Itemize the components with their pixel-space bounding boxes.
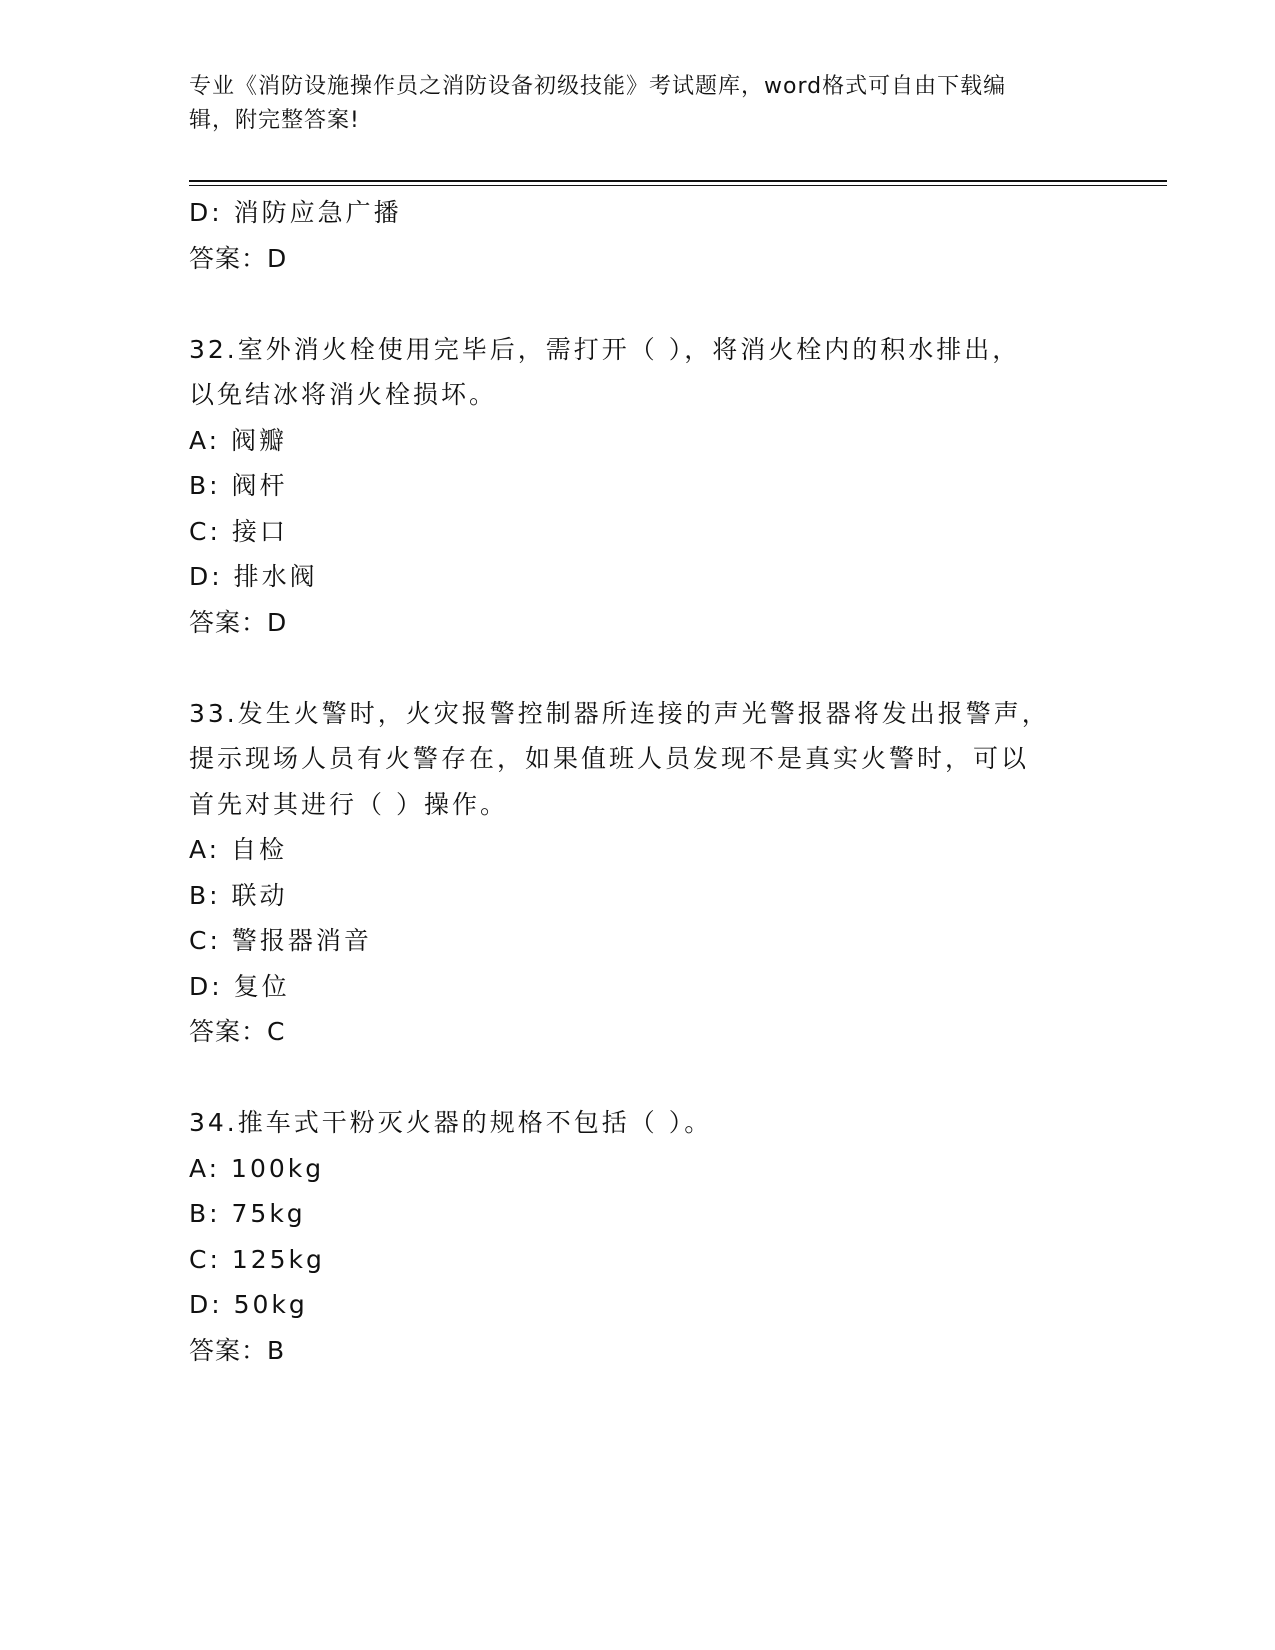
question-stem-line: 首先对其进行（ ）操作。 — [189, 789, 508, 819]
option-d: D: 消防应急广播 — [189, 198, 402, 227]
question-stem-line: 34.推车式干粉灭火器的规格不包括（ ）。 — [189, 1108, 713, 1137]
question-33 — [189, 691, 1089, 1055]
header-divider-thin — [189, 185, 1167, 186]
option-c: C: 125kg — [189, 1244, 325, 1274]
spacer — [189, 281, 1089, 327]
question-stem-line: 以免结冰将消火栓损坏。 — [189, 380, 498, 409]
option-a: A: 自检 — [189, 835, 288, 864]
option-c: C: 接口 — [189, 516, 288, 546]
page-header — [189, 70, 1079, 138]
option-b: B: 联动 — [189, 880, 288, 910]
question-34 — [189, 1100, 1089, 1373]
question-stem-line: 提示现场人员有火警存在，如果值班人员发现不是真实火警时，可以 — [189, 744, 1030, 773]
question-32 — [189, 327, 1089, 646]
spacer — [189, 1055, 1089, 1101]
option-d: D: 排水阀 — [189, 562, 318, 591]
answer-line: 答案：D — [189, 607, 288, 637]
answer-line: 答案：C — [189, 1017, 286, 1046]
question-stem-line: 33.发生火警时，火灾报警控制器所连接的声光警报器将发出报警声， — [189, 698, 1050, 728]
option-b: B: 阀杆 — [189, 471, 288, 500]
option-d: D: 复位 — [189, 971, 290, 1001]
header-line-1: 专业《消防设施操作员之消防设备初级技能》考试题库，word格式可自由下载编 — [189, 74, 1007, 99]
question-list — [189, 190, 1089, 1373]
question-stem-line: 32.室外消火栓使用完毕后，需打开（ ），将消火栓内的积水排出， — [189, 334, 1021, 364]
option-a: A: 100kg — [189, 1153, 325, 1183]
header-divider-thick — [189, 180, 1167, 182]
answer-line: 答案：B — [189, 1335, 286, 1365]
option-d: D: 50kg — [189, 1290, 308, 1319]
option-c: C: 警报器消音 — [189, 926, 372, 955]
answer-line: 答案：D — [189, 243, 288, 273]
option-b: B: 75kg — [189, 1199, 306, 1228]
spacer — [189, 645, 1089, 691]
header-line-2: 辑，附完整答案! — [189, 108, 360, 133]
option-a: A: 阀瓣 — [189, 425, 288, 455]
